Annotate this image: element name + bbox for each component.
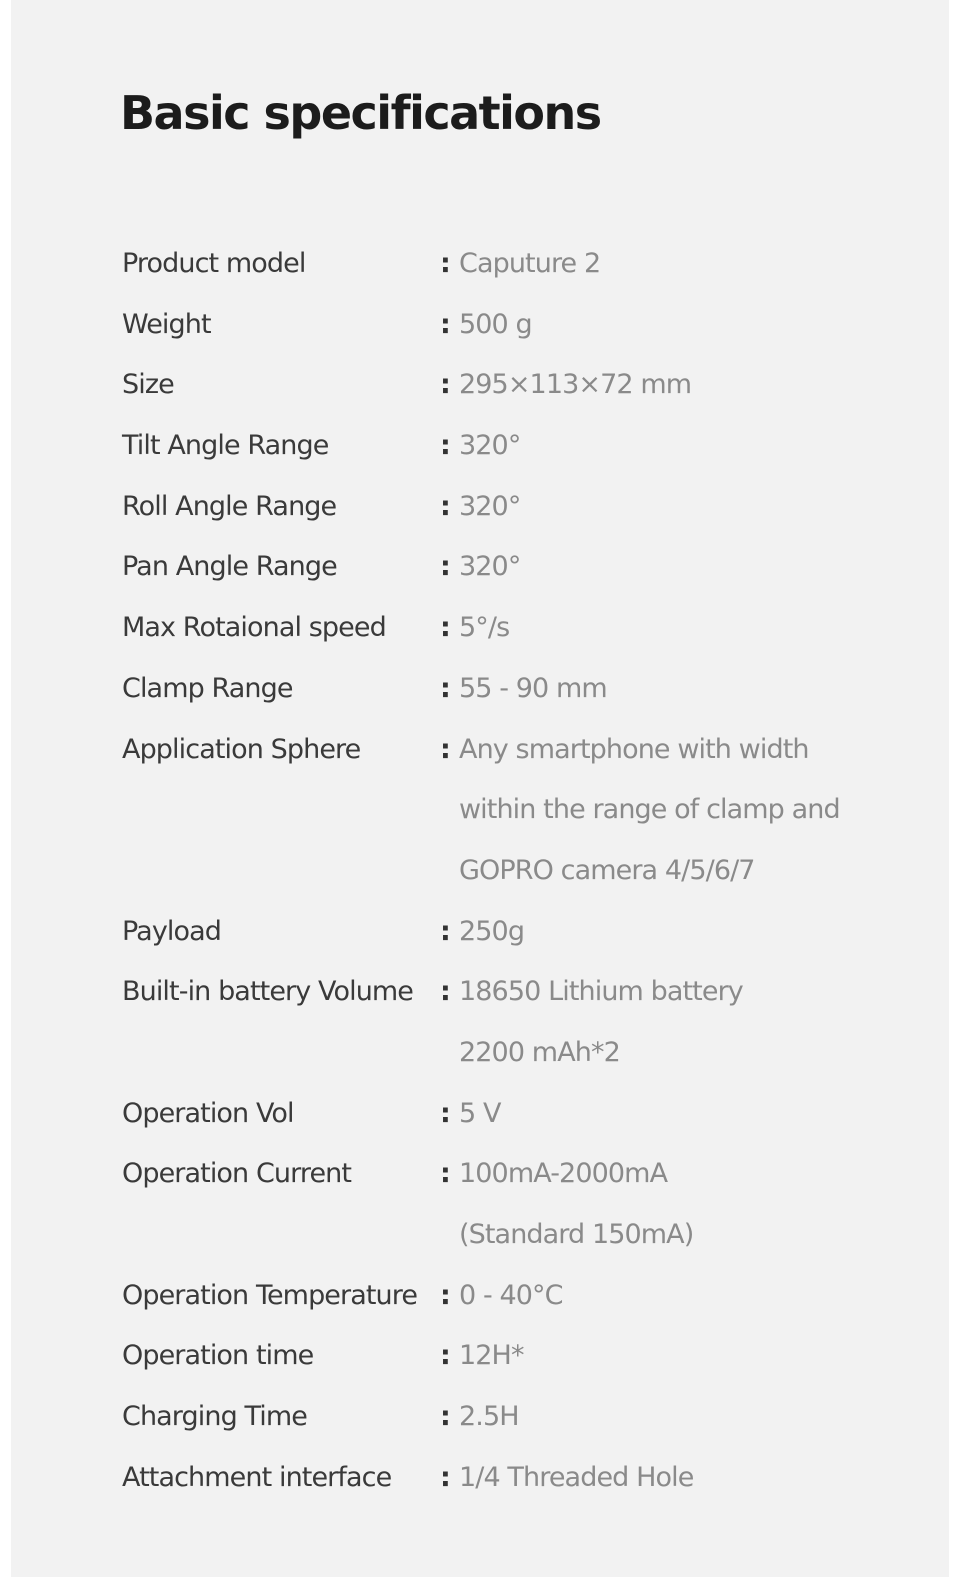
spec-value-line: Any smartphone with width	[459, 733, 809, 765]
spec-value-line: 500 g	[459, 308, 532, 340]
spec-separator: :	[440, 976, 451, 1008]
spec-value	[459, 295, 882, 356]
spec-row	[122, 1326, 882, 1387]
spec-label: Operation Temperature	[122, 1279, 418, 1311]
spec-value	[459, 1266, 882, 1327]
spec-separator: :	[440, 430, 451, 462]
spec-label: Roll Angle Range	[122, 490, 337, 522]
spec-separator: :	[440, 1279, 451, 1311]
spec-value-line: 320°	[459, 551, 521, 583]
spec-row	[122, 962, 882, 1083]
spec-list	[122, 234, 882, 1508]
spec-row	[122, 902, 882, 963]
spec-separator: :	[440, 1401, 451, 1433]
spec-row	[122, 416, 882, 477]
spec-value-line: 320°	[459, 430, 521, 462]
spec-value-line: 0 - 40°C	[459, 1279, 563, 1311]
spec-value	[459, 598, 882, 659]
spec-value-line: (Standard 150mA)	[459, 1219, 694, 1250]
spec-separator: :	[440, 1158, 451, 1190]
spec-label: Clamp Range	[122, 672, 293, 704]
spec-label: Attachment interface	[122, 1461, 392, 1493]
spec-value	[459, 355, 882, 416]
spec-row	[122, 1266, 882, 1327]
spec-value	[459, 1144, 882, 1265]
spec-label: Max Rotaional speed	[122, 612, 386, 644]
spec-value-line: 100mA-2000mA	[459, 1158, 668, 1190]
spec-separator: :	[440, 1461, 451, 1493]
spec-row	[122, 1144, 882, 1265]
spec-value	[459, 720, 882, 902]
spec-row	[122, 1084, 882, 1145]
spec-value	[459, 537, 882, 598]
spec-value-line: GOPRO camera 4/5/6/7	[459, 854, 755, 886]
spec-row	[122, 659, 882, 720]
spec-value-line: 12H*	[459, 1340, 524, 1372]
spec-label: Payload	[122, 915, 221, 947]
spec-separator: :	[440, 248, 451, 279]
spec-label: Pan Angle Range	[122, 551, 337, 583]
spec-value-line: 2.5H	[459, 1401, 519, 1433]
spec-value	[459, 1448, 882, 1509]
spec-value	[459, 1387, 882, 1448]
spec-value	[459, 477, 882, 538]
spec-value	[459, 416, 882, 477]
spec-label: Built-in battery Volume	[122, 976, 414, 1008]
spec-separator: :	[440, 733, 451, 765]
spec-separator: :	[440, 612, 451, 644]
spec-label: Product model	[122, 248, 306, 279]
spec-value	[459, 902, 882, 963]
spec-separator: :	[440, 1097, 451, 1129]
spec-value-line: 295×113×72 mm	[459, 369, 692, 401]
spec-label: Operation Vol	[122, 1097, 294, 1129]
spec-row	[122, 234, 882, 295]
spec-label: Charging Time	[122, 1401, 307, 1433]
spec-label: Weight	[122, 308, 211, 340]
spec-label: Tilt Angle Range	[122, 430, 329, 462]
spec-row	[122, 355, 882, 416]
spec-row	[122, 477, 882, 538]
spec-row	[122, 537, 882, 598]
spec-row	[122, 295, 882, 356]
spec-value-line: 250g	[459, 915, 525, 947]
spec-row	[122, 598, 882, 659]
spec-separator: :	[440, 672, 451, 704]
spec-separator: :	[440, 551, 451, 583]
spec-value	[459, 234, 882, 295]
spec-value-line: 5 V	[459, 1097, 501, 1129]
spec-row	[122, 1387, 882, 1448]
spec-value-line: within the range of clamp and	[459, 794, 840, 826]
spec-value	[459, 1326, 882, 1387]
spec-value-line: 5°/s	[459, 612, 510, 644]
spec-value-line: Caputure 2	[459, 248, 601, 279]
spec-value	[459, 1084, 882, 1145]
spec-separator: :	[440, 1340, 451, 1372]
spec-separator: :	[440, 308, 451, 340]
spec-row	[122, 720, 882, 902]
spec-label: Operation Current	[122, 1158, 352, 1190]
spec-value-line: 18650 Lithium battery	[459, 976, 743, 1008]
page-title: Basic specifications	[120, 86, 601, 140]
spec-separator: :	[440, 915, 451, 947]
spec-value-line: 2200 mAh*2	[459, 1036, 620, 1068]
spec-label: Application Sphere	[122, 733, 361, 765]
spec-value	[459, 659, 882, 720]
spec-label: Operation time	[122, 1340, 314, 1372]
spec-separator: :	[440, 490, 451, 522]
spec-value-line: 1/4 Threaded Hole	[459, 1461, 694, 1493]
spec-value	[459, 962, 882, 1083]
spec-separator: :	[440, 369, 451, 401]
spec-label: Size	[122, 369, 174, 401]
spec-value-line: 55 - 90 mm	[459, 672, 607, 704]
spec-value-line: 320°	[459, 490, 521, 522]
spec-panel	[11, 0, 949, 1577]
spec-row	[122, 1448, 882, 1509]
